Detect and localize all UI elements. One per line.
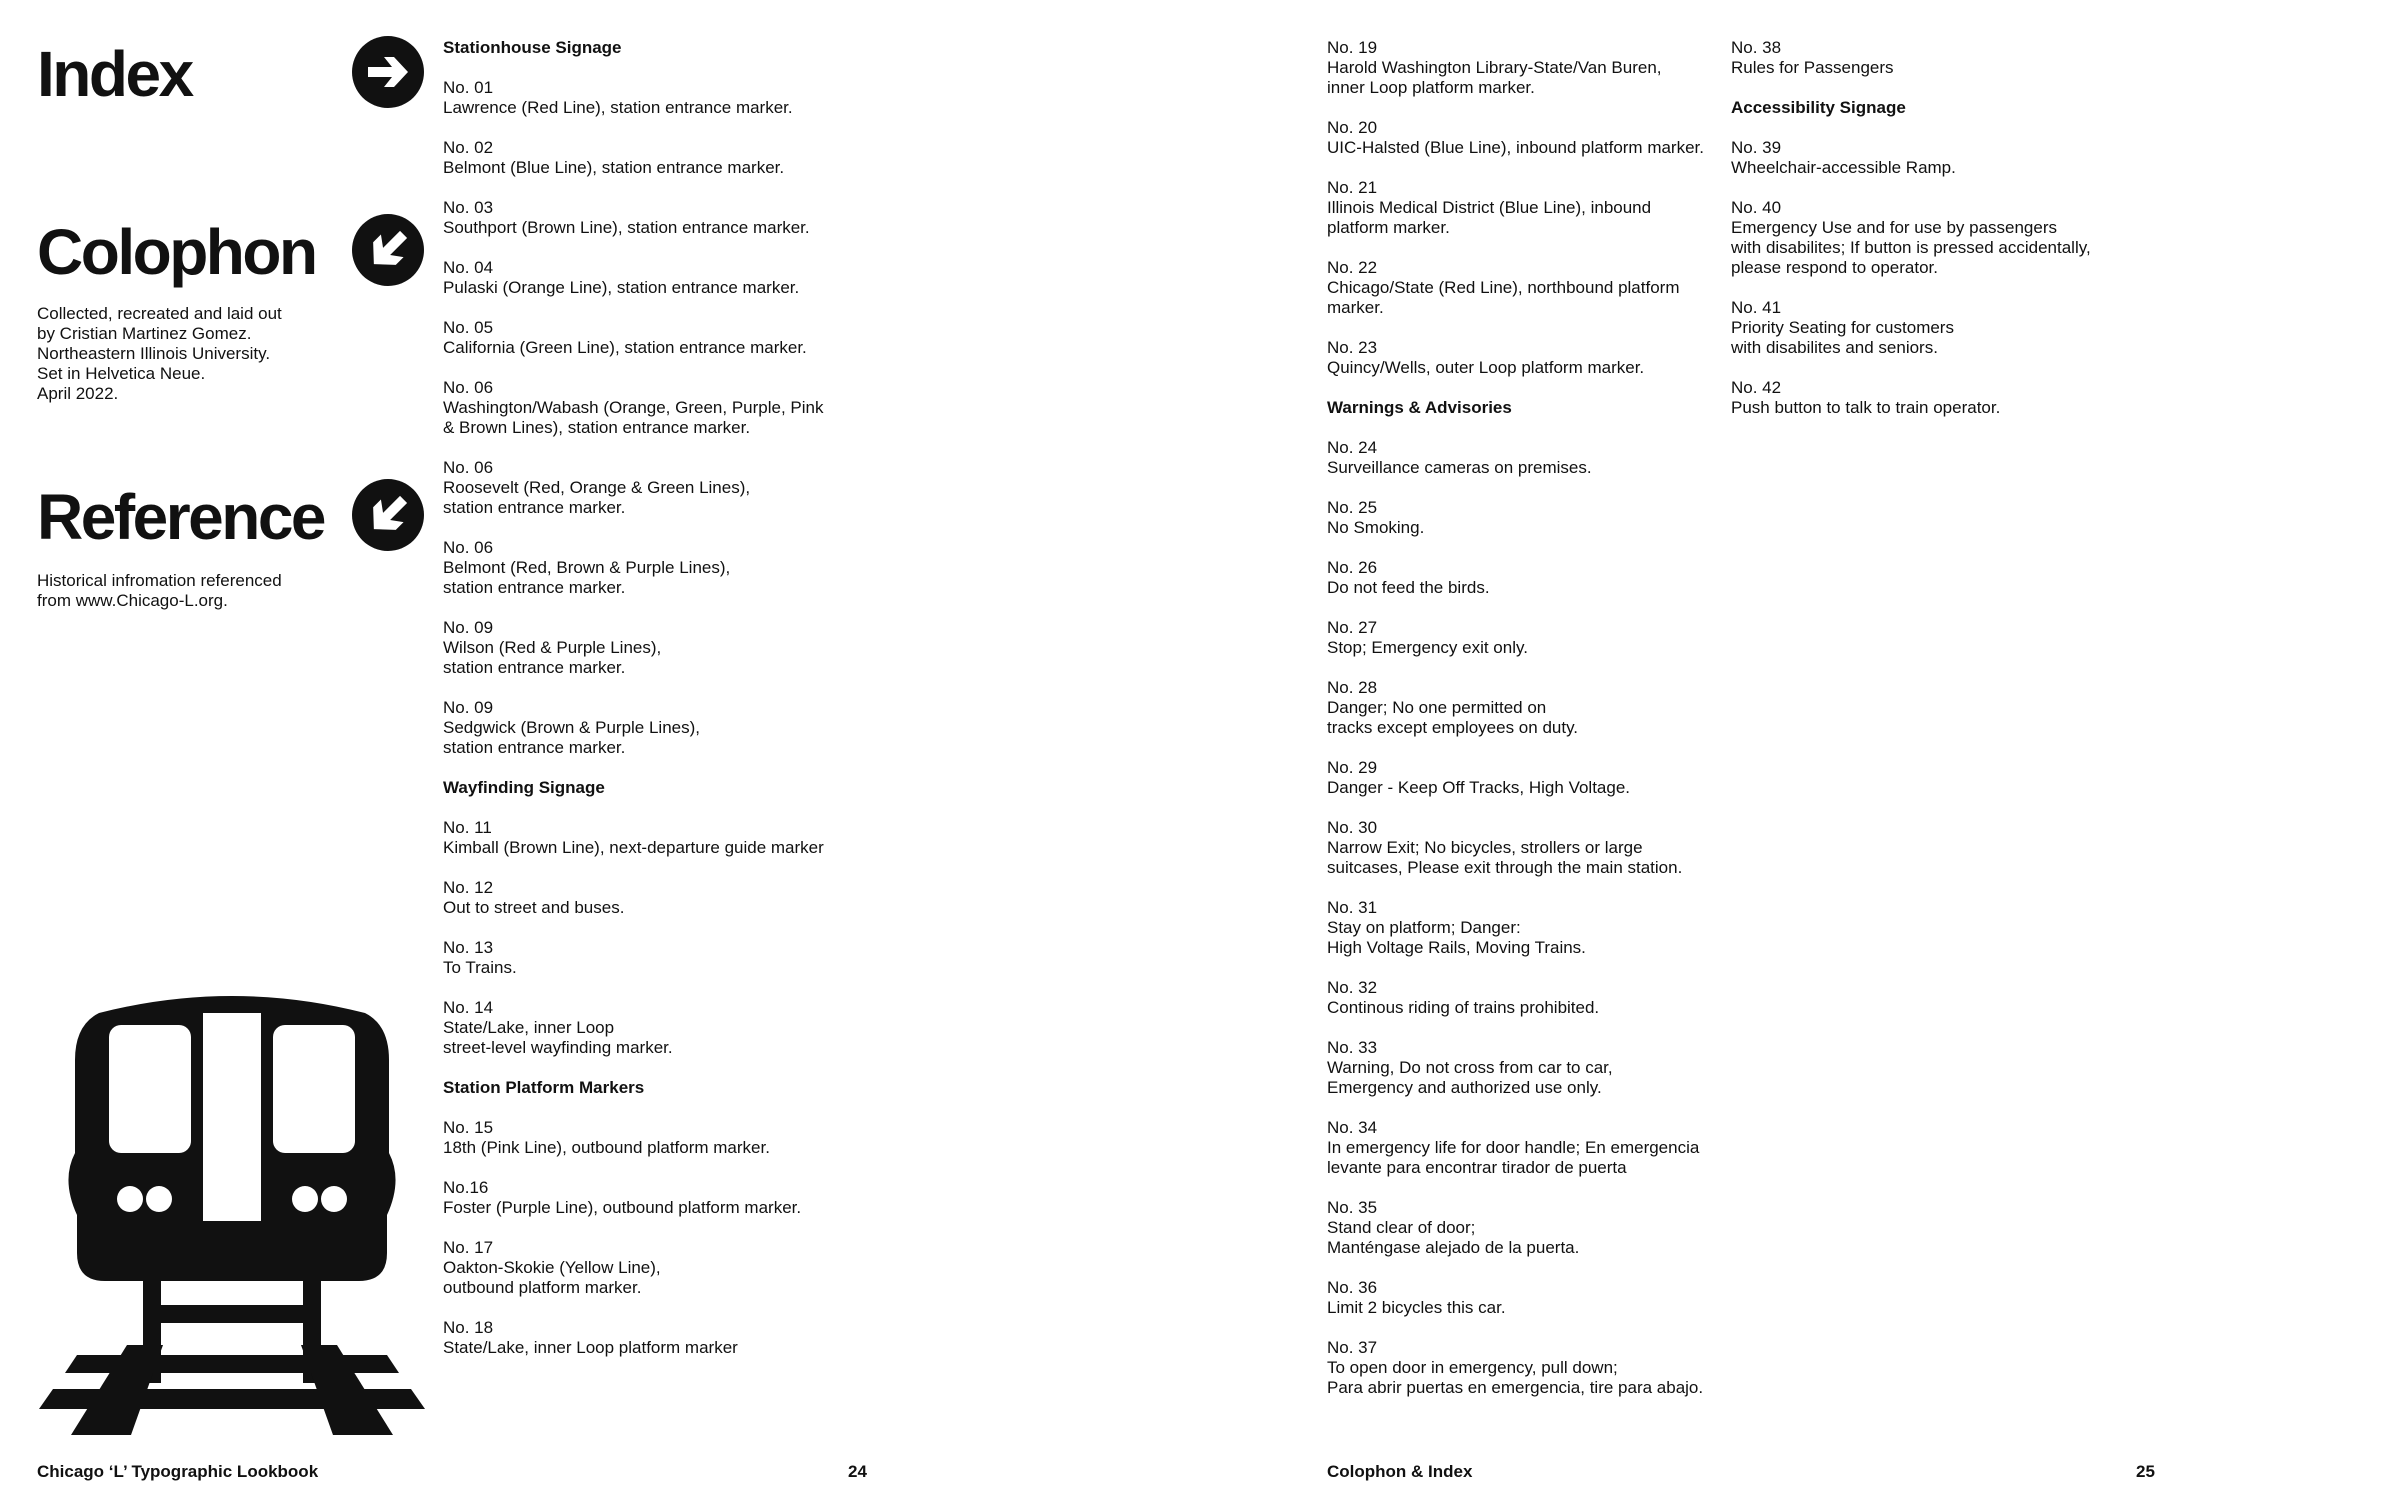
entry-number: No. 42 xyxy=(1731,378,1782,397)
entry-description: Washington/Wabash (Orange, Green, Purple, Pink xyxy=(443,398,824,417)
colophon-heading: Colophon xyxy=(37,216,316,288)
entry-description: & Brown Lines), station entrance marker. xyxy=(443,418,751,437)
index-entry xyxy=(1731,38,2151,78)
entry-description: Danger; No one permitted on xyxy=(1327,698,1547,717)
index-entry xyxy=(443,938,863,978)
index-entry xyxy=(1327,338,1747,378)
entry-description: station entrance marker. xyxy=(443,578,626,597)
entry-description: Out to street and buses. xyxy=(443,898,625,917)
footer-book-title: Chicago ‘L’ Typographic Lookbook xyxy=(37,1462,319,1481)
entry-number: No. 21 xyxy=(1327,178,1378,197)
reference-text xyxy=(37,571,282,611)
colophon-text xyxy=(37,304,282,404)
index-entry xyxy=(443,318,863,358)
entry-number: No. 26 xyxy=(1327,558,1378,577)
entry-description: State/Lake, inner Loop platform marker xyxy=(443,1338,738,1357)
section-heading: Accessibility Signage xyxy=(1731,98,1906,117)
entry-number: No. 25 xyxy=(1327,498,1378,517)
entry-description: station entrance marker. xyxy=(443,498,626,517)
entry-description: High Voltage Rails, Moving Trains. xyxy=(1327,938,1586,957)
index-column-2 xyxy=(1327,38,1747,1418)
entry-number: No. 28 xyxy=(1327,678,1378,697)
index-entry xyxy=(443,1318,863,1358)
index-entry xyxy=(1327,118,1747,158)
entry-description: Harold Washington Library-State/Van Buren, xyxy=(1327,58,1662,77)
entry-number: No. 15 xyxy=(443,1118,494,1137)
reference-line: from www.Chicago-L.org. xyxy=(37,591,228,610)
index-entry xyxy=(1327,898,1747,958)
entry-number: No. 19 xyxy=(1327,38,1378,57)
entry-number: No. 06 xyxy=(443,378,494,397)
entry-number: No. 30 xyxy=(1327,818,1378,837)
entry-number: No. 41 xyxy=(1731,298,1782,317)
entry-number: No. 20 xyxy=(1327,118,1378,137)
entry-description: platform marker. xyxy=(1327,218,1450,237)
entry-description: with disabilites and seniors. xyxy=(1731,338,1938,357)
entry-number: No. 22 xyxy=(1327,258,1378,277)
entry-description: To Trains. xyxy=(443,958,517,977)
entry-description: with disabilites; If button is pressed accidentally, xyxy=(1731,238,2091,257)
index-entry xyxy=(1731,198,2151,278)
index-entry xyxy=(1327,758,1747,798)
entry-number: No. 02 xyxy=(443,138,494,157)
colophon-line: Northeastern Illinois University. xyxy=(37,344,271,363)
arrow-right-icon xyxy=(352,36,424,108)
entry-description: Narrow Exit; No bicycles, strollers or large xyxy=(1327,838,1643,857)
entry-number: No. 29 xyxy=(1327,758,1378,777)
entry-description: Emergency Use and for use by passengers xyxy=(1731,218,2058,237)
section-heading: Stationhouse Signage xyxy=(443,38,622,57)
entry-description: Stand clear of door; xyxy=(1327,1218,1476,1237)
index-entry xyxy=(1327,618,1747,658)
entry-description: California (Green Line), station entrance marker. xyxy=(443,338,807,357)
entry-description: Sedgwick (Brown & Purple Lines), xyxy=(443,718,701,737)
index-entry xyxy=(443,1118,863,1158)
entry-description: Para abrir puertas en emergencia, tire para abajo. xyxy=(1327,1378,1704,1397)
reference-line: Historical infromation referenced xyxy=(37,571,282,590)
index-entry xyxy=(1731,138,2151,178)
entry-description: Wheelchair-accessible Ramp. xyxy=(1731,158,1956,177)
index-entry xyxy=(443,258,863,298)
entry-number: No. 13 xyxy=(443,938,494,957)
index-entry xyxy=(1327,1118,1747,1178)
index-entry xyxy=(1327,818,1747,878)
entry-description: Quincy/Wells, outer Loop platform marker. xyxy=(1327,358,1645,377)
colophon-line: April 2022. xyxy=(37,384,119,403)
entry-description: inner Loop platform marker. xyxy=(1327,78,1535,97)
entry-number: No. 09 xyxy=(443,618,494,637)
entry-description: tracks except employees on duty. xyxy=(1327,718,1579,737)
entry-description: marker. xyxy=(1327,298,1384,317)
index-entry xyxy=(1327,1278,1747,1318)
entry-description: outbound platform marker. xyxy=(443,1278,642,1297)
entry-description: To open door in emergency, pull down; xyxy=(1327,1358,1618,1377)
entry-description: State/Lake, inner Loop xyxy=(443,1018,615,1037)
entry-description: street-level wayfinding marker. xyxy=(443,1038,673,1057)
section-heading: Station Platform Markers xyxy=(443,1078,645,1097)
entry-description: 18th (Pink Line), outbound platform marker. xyxy=(443,1138,770,1157)
index-entry xyxy=(1327,1338,1747,1398)
index-entry xyxy=(443,998,863,1058)
index-entry xyxy=(443,138,863,178)
index-entry xyxy=(1327,438,1747,478)
entry-number: No. 34 xyxy=(1327,1118,1378,1137)
entry-number: No. 06 xyxy=(443,538,494,557)
entry-description: station entrance marker. xyxy=(443,658,626,677)
entry-description: Chicago/State (Red Line), northbound platform xyxy=(1327,278,1680,297)
index-column-3 xyxy=(1731,38,2151,438)
colophon-line: Collected, recreated and laid out xyxy=(37,304,282,323)
index-entry xyxy=(1731,378,2151,418)
entry-number: No. 37 xyxy=(1327,1338,1378,1357)
entry-number: No. 18 xyxy=(443,1318,494,1337)
colophon-line: by Cristian Martinez Gomez. xyxy=(37,324,252,343)
entry-number: No. 35 xyxy=(1327,1198,1378,1217)
index-entry xyxy=(1327,1038,1747,1098)
entry-number: No. 01 xyxy=(443,78,494,97)
entry-description: Stay on platform; Danger: xyxy=(1327,918,1521,937)
entry-description: station entrance marker. xyxy=(443,738,626,757)
entry-description: No Smoking. xyxy=(1327,518,1425,537)
entry-description: Do not feed the birds. xyxy=(1327,578,1490,597)
entry-description: UIC-Halsted (Blue Line), inbound platform marker. xyxy=(1327,138,1704,157)
entry-number: No. 12 xyxy=(443,878,494,897)
entry-description: Pulaski (Orange Line), station entrance marker. xyxy=(443,278,800,297)
entry-description: Foster (Purple Line), outbound platform marker. xyxy=(443,1198,802,1217)
section-heading: Wayfinding Signage xyxy=(443,778,605,797)
entry-number: No. 04 xyxy=(443,258,494,277)
arrow-down-left-icon xyxy=(352,214,424,286)
index-entry xyxy=(443,78,863,118)
entry-number: No. 23 xyxy=(1327,338,1378,357)
entry-number: No. 39 xyxy=(1731,138,1782,157)
index-heading: Index xyxy=(37,38,192,110)
index-entry xyxy=(443,698,863,758)
entry-description: Stop; Emergency exit only. xyxy=(1327,638,1528,657)
entry-number: No. 11 xyxy=(443,818,492,837)
entry-description: Belmont (Blue Line), station entrance marker. xyxy=(443,158,785,177)
entry-description: Illinois Medical District (Blue Line), inbound xyxy=(1327,198,1652,217)
index-entry xyxy=(443,538,863,598)
entry-description: Kimball (Brown Line), next-departure guide marker xyxy=(443,838,824,857)
entry-number: No. 24 xyxy=(1327,438,1378,457)
colophon-line: Set in Helvetica Neue. xyxy=(37,364,206,383)
entry-description: Oakton-Skokie (Yellow Line), xyxy=(443,1258,661,1277)
entry-description: Roosevelt (Red, Orange & Green Lines), xyxy=(443,478,751,497)
entry-description: Warning, Do not cross from car to car, xyxy=(1327,1058,1613,1077)
index-entry xyxy=(1327,258,1747,318)
entry-description: Lawrence (Red Line), station entrance marker. xyxy=(443,98,793,117)
entry-description: Belmont (Red, Brown & Purple Lines), xyxy=(443,558,731,577)
entry-description: Push button to talk to train operator. xyxy=(1731,398,2001,417)
entry-description: Priority Seating for customers xyxy=(1731,318,1954,337)
index-entry xyxy=(1327,498,1747,538)
entry-description: Continous riding of trains prohibited. xyxy=(1327,998,1600,1017)
entry-number: No.16 xyxy=(443,1178,489,1197)
index-entry xyxy=(443,618,863,678)
arrow-down-left-icon xyxy=(352,479,424,551)
entry-number: No. 33 xyxy=(1327,1038,1378,1057)
entry-number: No. 40 xyxy=(1731,198,1782,217)
index-entry xyxy=(443,1178,863,1218)
entry-number: No. 36 xyxy=(1327,1278,1378,1297)
entry-description: suitcases, Please exit through the main station. xyxy=(1327,858,1683,877)
entry-number: No. 03 xyxy=(443,198,494,217)
reference-heading: Reference xyxy=(37,481,324,553)
index-entry xyxy=(443,378,863,438)
index-entry xyxy=(1327,678,1747,738)
index-entry xyxy=(1731,298,2151,358)
index-entry xyxy=(1327,558,1747,598)
index-entry xyxy=(1327,978,1747,1018)
entry-description: Surveillance cameras on premises. xyxy=(1327,458,1592,477)
train-on-tracks-icon xyxy=(37,985,427,1435)
entry-number: No. 38 xyxy=(1731,38,1782,57)
index-entry xyxy=(443,1238,863,1298)
index-entry xyxy=(1327,38,1747,98)
index-entry xyxy=(443,878,863,918)
footer-section-title: Colophon & Index xyxy=(1327,1462,1473,1481)
entry-number: No. 14 xyxy=(443,998,494,1017)
entry-description: Danger - Keep Off Tracks, High Voltage. xyxy=(1327,778,1631,797)
entry-description: levante para encontrar tirador de puerta xyxy=(1327,1158,1627,1177)
entry-number: No. 27 xyxy=(1327,618,1378,637)
index-entry xyxy=(443,458,863,518)
entry-number: No. 05 xyxy=(443,318,494,337)
index-entry xyxy=(1327,1198,1747,1258)
entry-description: Manténgase alejado de la puerta. xyxy=(1327,1238,1580,1257)
page-number-right: 25 xyxy=(2136,1462,2155,1481)
entry-number: No. 06 xyxy=(443,458,494,477)
index-column-1 xyxy=(443,38,863,1378)
entry-description: Rules for Passengers xyxy=(1731,58,1894,77)
entry-description: Southport (Brown Line), station entrance marker. xyxy=(443,218,810,237)
entry-number: No. 32 xyxy=(1327,978,1378,997)
entry-number: No. 31 xyxy=(1327,898,1378,917)
entry-number: No. 17 xyxy=(443,1238,494,1257)
page-number-left: 24 xyxy=(848,1462,867,1481)
entry-description: Wilson (Red & Purple Lines), xyxy=(443,638,662,657)
entry-description: please respond to operator. xyxy=(1731,258,1938,277)
entry-description: Limit 2 bicycles this car. xyxy=(1327,1298,1506,1317)
entry-description: In emergency life for door handle; En emergencia xyxy=(1327,1138,1700,1157)
index-entry xyxy=(1327,178,1747,238)
entry-number: No. 09 xyxy=(443,698,494,717)
entry-description: Emergency and authorized use only. xyxy=(1327,1078,1602,1097)
index-entry xyxy=(443,198,863,238)
index-entry xyxy=(443,818,863,858)
section-heading: Warnings & Advisories xyxy=(1327,398,1512,417)
